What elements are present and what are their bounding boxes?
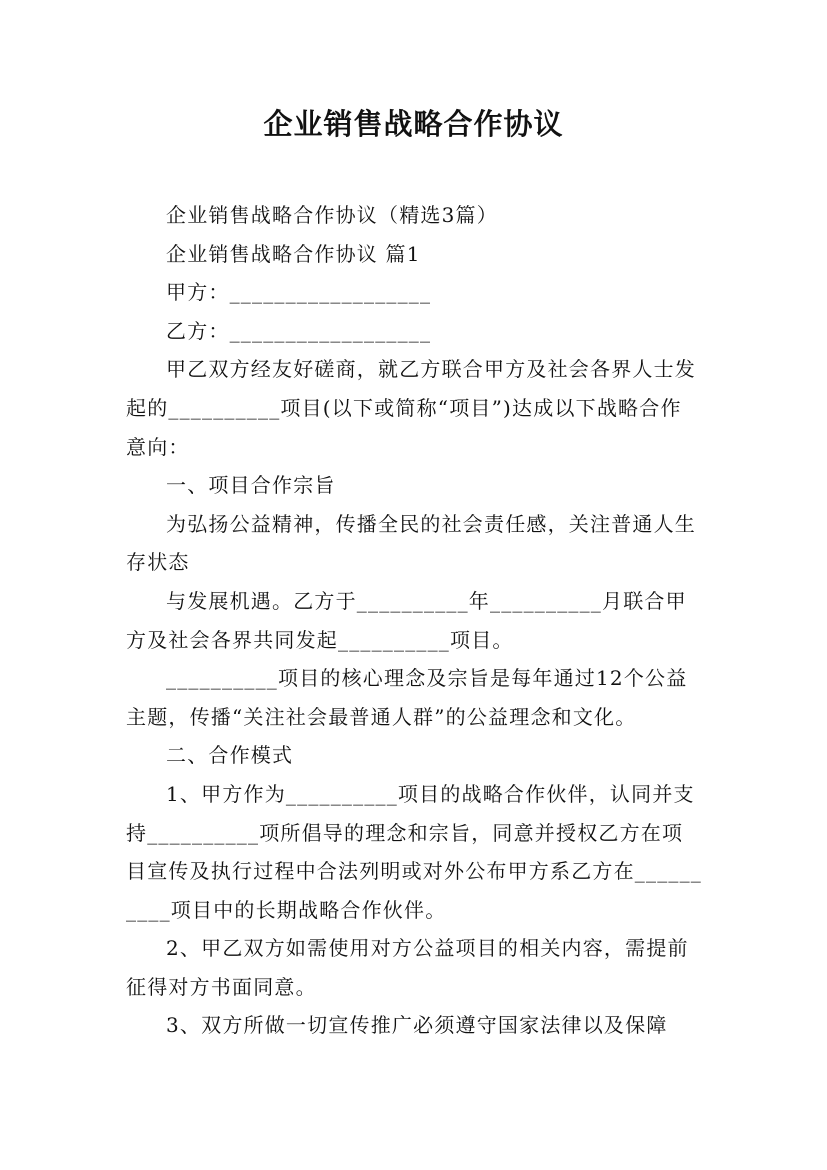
party-b-line: 乙方：__________________ [166,318,432,343]
paragraph: 企业销售战略合作协议 篇1 [166,241,421,266]
paragraph: __________项目的核心理念及宗旨是每年通过12个公益主题，传播“关注社会最普通人群”的公益理念和文化。 [126,666,688,729]
paragraph: 企业销售战略合作协议（精选3篇） [166,203,498,227]
paragraph: 甲乙双方经友好磋商，就乙方联合甲方及社会各界人士发起的__________项目(以下或简称“项目”)达成以下战略合作意向： [126,357,696,459]
clause: 3、双方所做一切宣传推广必须遵守国家法律以及保障 [166,1013,668,1038]
document-body [126,196,702,1045]
clause: 2、甲乙双方如需使用对方公益项目的相关内容，需提前征得对方书面同意。 [126,936,689,999]
paragraph: 为弘扬公益精神，传播全民的社会责任感，关注普通人生存状态 [126,511,696,575]
clause: 1、甲方作为__________项目的战略合作伙伴，认同并支持__________项所倡导的理念和宗旨，同意并授权乙方在项目宣传及执行过程中合法列明或对外公布甲方系乙方在__________项目中的长期战略合作伙伴。 [126,781,702,922]
section-heading: 一、项目合作宗旨 [166,473,336,498]
party-a-line: 甲方：__________________ [166,280,432,305]
paragraph: 与发展机遇。乙方于__________年__________月联合甲方及社会各界共同发起__________项目。 [126,588,687,652]
section-heading: 二、合作模式 [166,743,294,768]
document-title: 企业销售战略合作协议 [263,107,564,141]
